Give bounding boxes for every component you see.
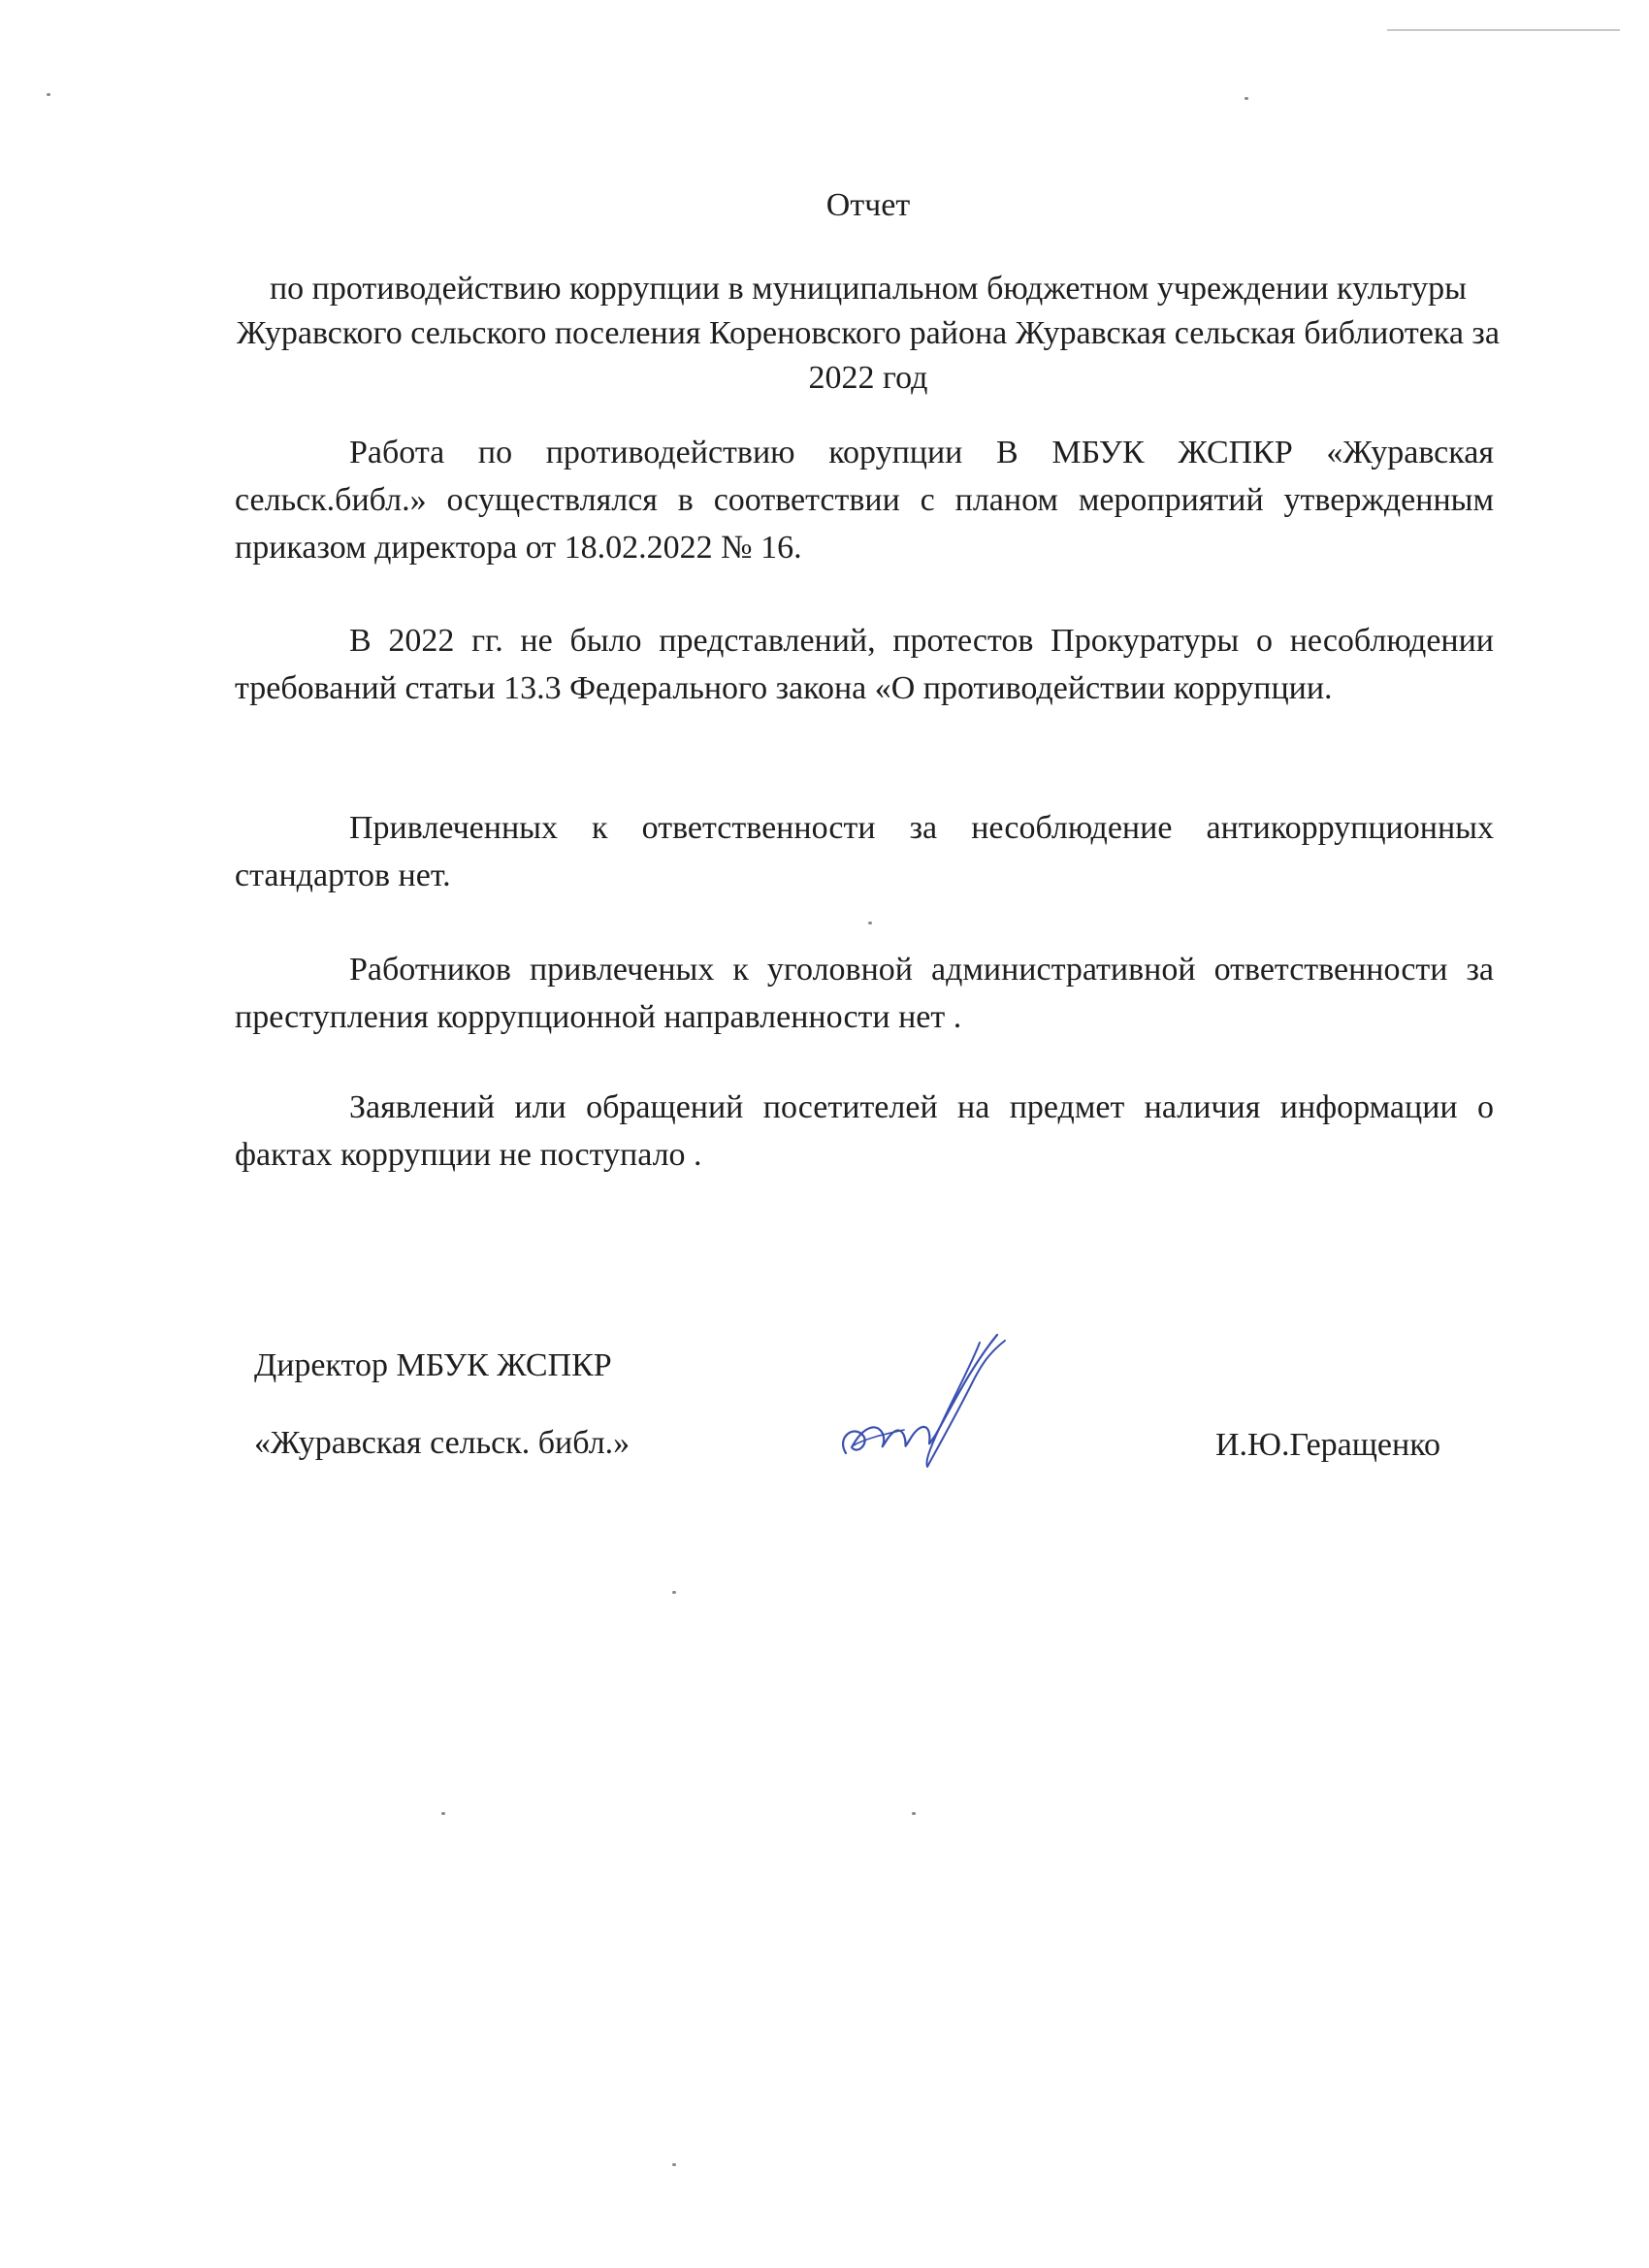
scan-edge-line xyxy=(1387,29,1620,31)
signatory-position: Директор МБУК ЖСПКР xyxy=(254,1347,612,1383)
scan-speck xyxy=(1245,97,1248,100)
signatory-organization: «Журавская сельск. библ.» xyxy=(254,1425,630,1461)
document-subtitle: по противодействию коррупции в муниципальном бюджетном учреждении культуры Журавского сельского поселения Кореновского района Журавская сельская библиотека за 2022 год xyxy=(237,271,1500,396)
paragraph-responsibility: Привлеченных к ответственности за несоблюдение антикоррупционных стандартов нет. xyxy=(235,810,1494,893)
scan-speck xyxy=(912,1812,916,1815)
scan-speck xyxy=(868,922,872,924)
signatory-name: И.Ю.Геращенко xyxy=(1215,1427,1441,1463)
scan-speck xyxy=(47,93,50,96)
scan-speck xyxy=(672,1591,676,1594)
paragraph-prosecutor: В 2022 гг. не было представлений, протестов Прокуратуры о несоблюдении требований статьи 13.3 Федерального закона «О противодействии коррупции. xyxy=(235,623,1494,706)
paragraph-plan: Работа по противодействию корупции В МБУК ЖСПКР «Журавская сельск.библ.» осуществлялся в соответствии с планом мероприятий утвержденным приказом директора от 18.02.2022 № 16. xyxy=(235,435,1494,566)
handwritten-signature xyxy=(834,1329,1018,1474)
paragraph-employees: Работников привлеченых к уголовной административной ответственности за преступления коррупционной направленности нет . xyxy=(235,952,1494,1035)
scan-speck xyxy=(441,1812,445,1815)
document-title: Отчет xyxy=(825,187,911,223)
paragraph-appeals: Заявлений или обращений посетителей на предмет наличия информации о фактах коррупции не поступало . xyxy=(235,1089,1494,1173)
scan-speck xyxy=(672,2163,676,2166)
